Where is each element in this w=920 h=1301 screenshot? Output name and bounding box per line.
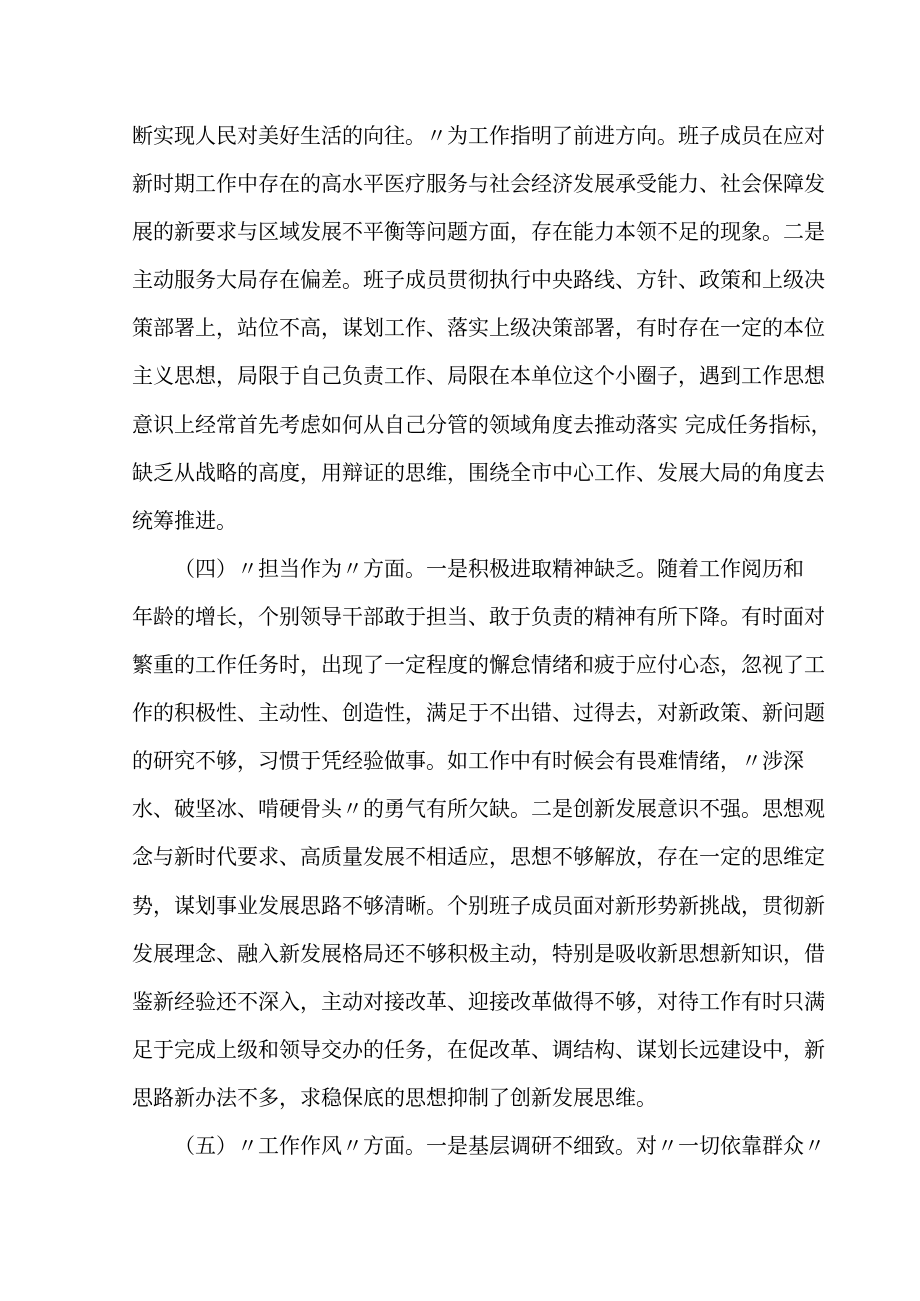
text-line: 策部署上，站位不高，谋划工作、落实上级决策部署，有时存在一定的本位 (132, 316, 825, 341)
text-line: 足于完成上级和领导交办的任务，在促改革、调结构、谋划长远建设中，新 (132, 1037, 825, 1062)
text-line: 鉴新经验还不深入，主动对接改革、迎接改革做得不够，对待工作有时只满 (132, 989, 825, 1014)
text-line: 意识上经常首先考虑如何从自己分管的领域角度去推动落实 完成任务指标， (132, 412, 832, 437)
paragraph-3 (132, 1122, 825, 1170)
text-line: （四）〃担当作为〃方面。一是积极进取精神缺乏。随着工作阅历和 (174, 556, 804, 581)
document-body (132, 112, 832, 1170)
text-line: 断实现人民对美好生活的向往。〃为工作指明了前进方向。班子成员在应对 (132, 124, 825, 148)
text-line: 繁重的工作任务时，出现了一定程度的懈怠情绪和疲于应付心态，忽视了工 (132, 653, 825, 678)
text-line: 思路新办法不多，求稳保底的思想抑制了创新发展思维。 (132, 1085, 657, 1110)
text-line: 展的新要求与区域发展不平衡等问题方面，存在能力本领不足的现象。二是 (132, 220, 825, 245)
text-line: 的研究不够，习惯于凭经验做事。如工作中有时候会有畏难情绪，〃涉深 (132, 749, 804, 774)
text-line: 势，谋划事业发展思路不够清晰。个别班子成员面对新形势新挑战，贯彻新 (132, 893, 825, 918)
text-line: 统筹推进。 (132, 508, 237, 533)
text-line: 年龄的增长，个别领导干部敢于担当、敢于负责的精神有所下降。有时面对 (132, 604, 825, 629)
text-line: 新时期工作中存在的高水平医疗服务与社会经济发展承受能力、社会保障发 (132, 172, 825, 197)
text-line: 缺乏从战略的高度，用辩证的思维，围绕全市中心工作、发展大局的角度去 (132, 460, 825, 485)
text-line: 水、破坚冰、啃硬骨头〃的勇气有所欠缺。二是创新发展意识不强。思想观 (132, 797, 825, 822)
text-line: 发展理念、融入新发展格局还不够积极主动，特别是吸收新思想新知识，借 (132, 941, 825, 966)
text-line: 作的积极性、主动性、创造性，满足于不出错、过得去，对新政策、新问题 (132, 701, 825, 726)
text-line: （五）〃工作作风〃方面。一是基层调研不细致。对〃一切依靠群众〃 (174, 1133, 825, 1158)
paragraph-1 (132, 112, 832, 545)
text-line: 主义思想，局限于自己负责工作、局限在本单位这个小圈子，遇到工作思想 (132, 364, 825, 389)
paragraph-2 (132, 545, 825, 1122)
text-line: 念与新时代要求、高质量发展不相适应，思想不够解放，存在一定的思维定 (132, 845, 825, 870)
text-line: 主动服务大局存在偏差。班子成员贯彻执行中央路线、方针、政策和上级决 (132, 268, 825, 293)
